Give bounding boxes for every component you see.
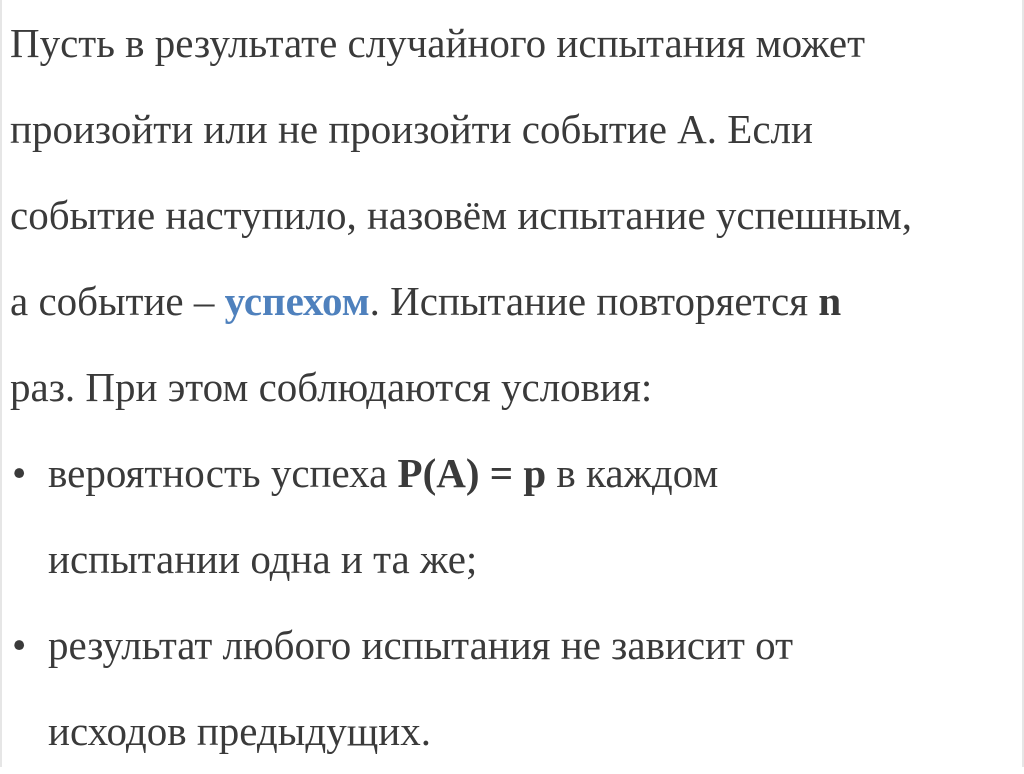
slide-left-border	[0, 0, 2, 767]
term-success-highlight: успехом	[224, 278, 370, 324]
bullet-1-text-end: в каждом	[546, 450, 719, 496]
paragraph-line-4-middle: . Испытание повторяется	[369, 278, 819, 324]
probability-formula: Р(А) = р	[397, 450, 547, 496]
paragraph-line-5: раз. При этом соблюдаются условия:	[10, 364, 653, 410]
slide-text-body	[10, 0, 1014, 774]
bullet-item-2	[10, 602, 1014, 688]
bullet-1-continuation: испытании одна и та же;	[48, 536, 478, 582]
bullet-marker-icon: •	[12, 450, 27, 496]
bullet-item-1	[10, 430, 1014, 516]
paragraph-line-4-start: а событие –	[10, 278, 225, 324]
bullet-marker-icon: •	[12, 622, 27, 668]
bullet-2-text: результат любого испытания не зависит от	[48, 622, 794, 668]
paragraph-line-4	[10, 258, 1014, 344]
paragraph-line-1: Пусть в результате случайного испытания может	[10, 20, 865, 66]
bullet-2-continuation: исходов предыдущих.	[48, 708, 431, 754]
paragraph-line-3: событие наступило, назовём испытание успешным,	[10, 192, 912, 238]
paragraph-line-2: произойти или не произойти событие А. Если	[10, 106, 813, 152]
variable-n: n	[818, 278, 842, 324]
bullet-1-text-start: вероятность успеха	[48, 450, 398, 496]
